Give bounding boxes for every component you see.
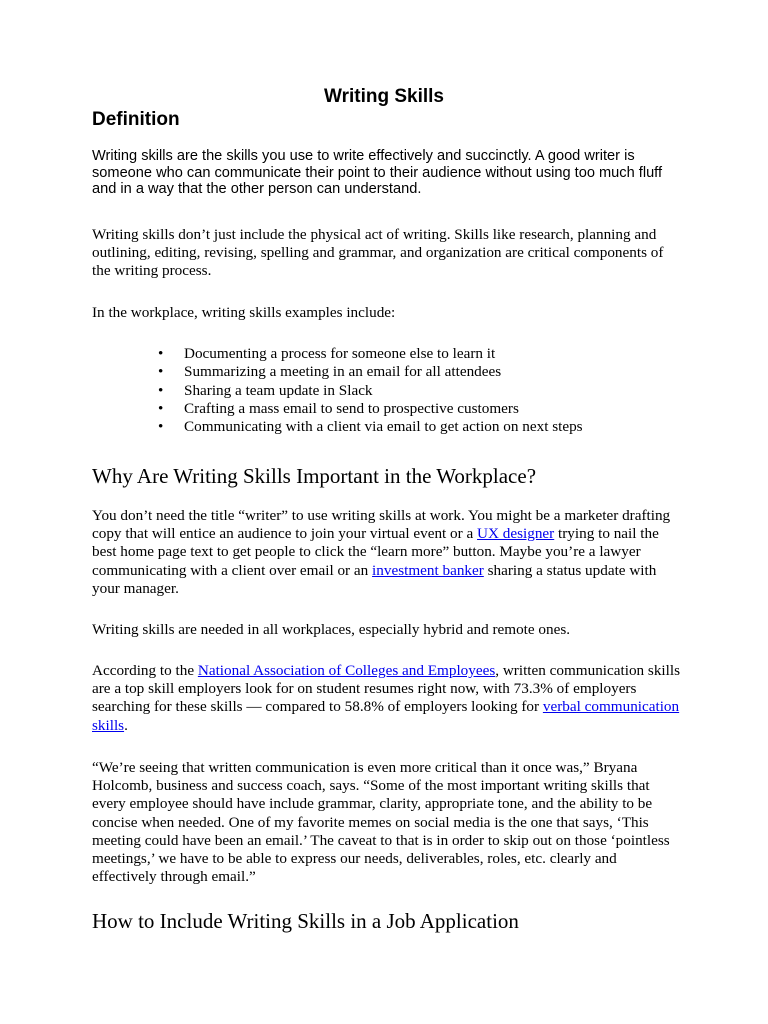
definition-paragraph: Writing skills are the skills you use to write effectively and succinctly. A good writer is someone who can communicate their point to their audience without using too much fluff and in a way that the other person can understand.	[92, 148, 663, 198]
nace-text-2: , written communication skills are a top skill employers look for on student resumes right now, with 73.3% of employers searching for these skills — compared to 58.8% of employers looking for	[92, 662, 681, 716]
job-application-heading: How to Include Writing Skills in a Job Application	[92, 909, 519, 933]
list-item	[158, 418, 583, 436]
writer-text-3: sharing a status update with your manager.	[92, 561, 657, 597]
investment-banker-link[interactable]: investment banker	[372, 561, 484, 579]
list-item	[158, 345, 583, 363]
nace-text-1: According to the	[92, 662, 198, 679]
list-item-text: Sharing a team update in Slack	[184, 381, 373, 399]
list-item-text: Summarizing a meeting in an email for all attendees	[184, 363, 502, 381]
list-item-text: Crafting a mass email to send to prospective customers	[184, 399, 519, 417]
list-item	[158, 399, 583, 418]
writer-paragraph	[92, 507, 684, 598]
nace-text-3: .	[124, 716, 128, 734]
bullet-icon: •	[158, 363, 164, 381]
definition-heading: Definition	[92, 109, 180, 130]
document-title: Writing Skills	[323, 86, 444, 107]
nace-paragraph	[92, 662, 684, 735]
list-item	[158, 381, 583, 400]
writer-text-1: You don’t need the title “writer” to use writing skills at work. You might be a marketer drafting copy that will entice an audience to join your virtual event or a	[92, 507, 671, 543]
examples-list	[158, 345, 583, 436]
bullet-icon: •	[158, 381, 164, 399]
workplace-examples-intro: In the workplace, writing skills examples include:	[92, 304, 396, 321]
verbal-communication-link[interactable]: verbal communication skills	[92, 698, 680, 734]
bullet-icon: •	[158, 345, 164, 362]
physical-act-paragraph: Writing skills don’t just include the physical act of writing. Skills like research, planning and outlining, editing, revising, spelling and grammar, and organization are critical components of the writing process.	[92, 226, 664, 280]
list-item	[158, 363, 583, 381]
list-item-text: Communicating with a client via email to get action on next steps	[184, 418, 583, 436]
writer-text-2: trying to nail the best home page text to get people to click the “learn more” button. Maybe you’re a lawyer communicating with a client over email or an	[92, 525, 659, 579]
quote-paragraph: “We’re seeing that written communication is even more critical than it once was,” Bryana Holcomb, business and success coach, says. “Some of the most important writing skills that every employee should have include grammar, clarity, appropriate tone, and the ability to be concise when needed. One of my favorite memes on social media is the one that says, ‘This meeting could have been an email.’ The caveat to that is in order to skip out on those ‘pointless meetings,’ we have to be able to express our needs, deliverables, roles, etc. clearly and effectively through email.”	[92, 759, 670, 886]
why-important-heading: Why Are Writing Skills Important in the Workplace?	[92, 464, 537, 488]
needed-paragraph: Writing skills are needed in all workplaces, especially hybrid and remote ones.	[92, 621, 571, 638]
bullet-icon: •	[158, 399, 164, 417]
nace-link[interactable]: National Association of Colleges and Employees	[197, 662, 496, 679]
list-item-text: Documenting a process for someone else to learn it	[184, 345, 496, 362]
ux-designer-link[interactable]: UX designer	[477, 525, 555, 543]
bullet-icon: •	[158, 418, 164, 436]
